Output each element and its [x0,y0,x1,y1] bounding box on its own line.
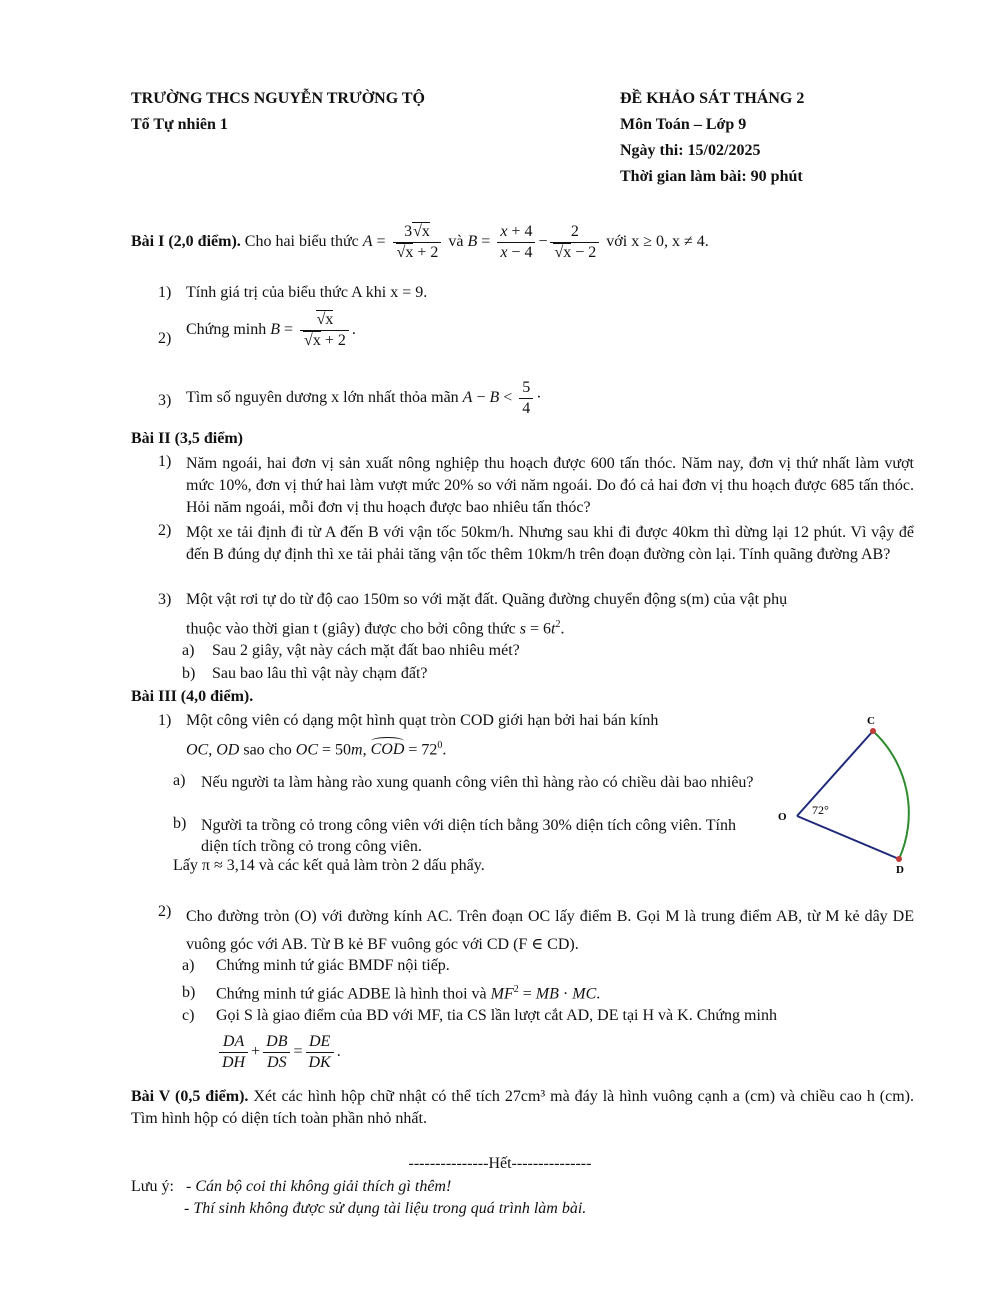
point-d [896,856,902,862]
label-d: D [896,864,904,876]
bai3-q1b: Người ta trồng cỏ trong công viên với diện tích bằng 30% diện tích công viên. Tính diện tích trồng cỏ trong công viên. [201,817,736,855]
frac-five-fourths: $\frac{5}{4}$ [519,378,533,419]
bai2-q1: Năm ngoái, hai đơn vị sản xuất nông nghiệp thu hoạch được 600 tấn thóc. Năm nay, đơn vị thứ nhất làm vượt mức 10%, đơn vị thứ hai làm vượt mức 20% so với năm ngoái. Do đó cả hai đơn vị thu hoạch được 685 tấn thóc. Hỏi năm ngoái, mỗi đơn vị thu hoạch được bao nhiêu tấn thóc? [186,455,914,516]
exam-duration: Thời gian làm bài: 90 phút [620,168,803,185]
label-c: C [867,715,875,727]
bai3-q2a: Chứng minh tứ giác BMDF nội tiếp. [216,957,450,974]
bai3-q1-line1: Một công viên có dạng một hình quạt tròn COD giới hạn bởi hai bán kính [186,712,659,729]
bai1-and: và [448,233,464,251]
ratio-formula: $\frac{DA}{DH}$ + $\frac{DB}{DS}$ = $\frac{DE}{DK}$ . [216,1032,341,1073]
bai3-title: Bài III (4,0 điểm). [131,688,254,705]
bai1-q1: Tính giá trị của biểu thức A khi x = 9. [186,284,428,301]
expr-b-part1: $\frac{x + 4}{x - 4}$ [497,222,535,263]
bai3-q2c: Gọi S là giao điểm của BD với MF, tia CS lần lượt cắt AD, DE tại H và K. Chứng minh [216,1007,777,1024]
bai3-q2b-text: Chứng minh tứ giác ADBE là hình thoi và [216,985,487,1003]
bai1-statement: Bài I (2,0 điểm). Cho hai biểu thức A = $\frac{3√x}{√x + 2}$ và B = $\frac{x + 4}{x - 4}$ − $\frac{2}{√x - 2}$ với x ≥ 0, x ≠ 4. [131,223,709,261]
exam-date: Ngày thi: 15/02/2025 [620,142,761,159]
expr-b-result: $\frac{√x}{√x + 2}$ [300,310,349,351]
sector-figure [770,710,920,880]
school-name: TRƯỜNG THCS NGUYỄN TRƯỜNG TỘ [131,90,425,107]
exam-page: TRƯỜNG THCS NGUYỄN TRƯỜNG TỘ Tổ Tự nhiên 1 ĐỀ KHẢO SÁT THÁNG 2 Môn Toán – Lớp 9 Ngày thi: 15/02/2025 Thời gian làm bài: 90 phút Bài I (2,0 điểm). Cho hai biểu thức A = $\frac{3√x}{√x + 2}$ và B = $\frac{x + 4}{x - 4}$ − $\frac{2}{√x - 2}$ với x ≥ 0, x ≠ 4. 1) Tính giá trị của biểu thức A khi x = 9. 2) Chứng minh B = $\frac{√x}{√x + 2}$ . 3) Tìm số nguyên dương x lớn nhất thỏa mãn A − B < $\frac{5}{4}$ · Bài II (3,5 điểm) 1) Năm ngoái, hai đơn vị sản xuất nông nghiệp thu hoạch được 600 tấn thóc. Năm nay, đơn vị thứ nhất làm vượt mức 10%, đơn vị thứ hai làm vượt mức 20% so với năm ngoái. Do đó cả hai đơn vị thu hoạch được 685 tấn thóc. Hỏi năm ngoái, mỗi đơn vị thu hoạch được bao nhiêu tấn thóc? 2) Một xe tải định đi từ A đến B với vận tốc 50km/h. Nhưng sau khi đi được 40km thì dừng lại 12 phút. Vì vậy để đến B đúng dự định thì xe tải phải tăng vận tốc thêm 10km/h trên đoạn đường còn lại. Tính quãng đường AB? 3) Một vật rơi tự do từ độ cao 150m so với mặt đất. Quãng đường chuyển động s(m) của vật phụ thuộc vào thời gian t (giây) được cho bởi công thức $s = 6t^2$. a) Sau 2 giây, vật này cách mặt đất bao nhiêu mét? b) Sau bao lâu thì vật này chạm đất? Bài III (4,0 điểm). 1) Một công viên có dạng một hình quạt tròn COD giới hạn bởi hai bán kính OC, OD sao cho OC = 50m, COD = $72^0$. a) Nếu người ta làm hàng rào xung quanh công viên thì hàng rào có chiều dài bao nhiêu? b) Người ta trồng cỏ trong công viên với diện tích bằng 30% diện tích công viên. Tính diện tích trồng cỏ trong công viên. Lấy π ≈ 3,14 và các kết quả làm tròn 2 dấu phẩy. C O D 72° 2) Cho đường tròn (O) với đường kính AC. Trên đoạn OC lấy điểm B. Gọi M là trung điểm AB, từ M kẻ dây DE vuông góc với AB. Từ B kẻ BF vuông góc với CD (F ∈ CD). a) Chứng minh tứ giác BMDF nội tiếp. b) Chứng minh tứ giác ADBE là hình thoi và $MF^2$ = MB · MC. c) Gọi S là giao điểm của BD với MF, tia CS lần lượt cắt AD, DE tại H và K. Chứng minh $\frac{DA}{DH}$ + $\frac{DB}{DS}$ = $\frac{DE}{DK}$ . Bài V (0,5 điểm). Xét các hình hộp chữ nhật có thể tích 27cm³ mà đáy là hình vuông cạnh a (cm) và chiều cao h (cm). Tìm hình hộp có diện tích toàn phần nhỏ nhất. ---------------Hết--------------- Lưu ý: - Cán bộ coi thi không giải thích gì thêm! - Thí sinh không được sử dụng tài liệu trong quá trình làm bài. [0,0,1000,1295]
point-c [870,728,876,734]
bai1-q3: Tìm số nguyên dương x lớn nhất thỏa mãn A − B < $\frac{5}{4}$ · [186,379,542,417]
bai2-q3a: Sau 2 giây, vật này cách mặt đất bao nhiêu mét? [212,642,520,659]
expr-b-part2: $\frac{2}{√x - 2}$ [550,222,599,263]
label-o: O [778,811,787,823]
arc-cd [873,731,909,859]
bai5-title: Bài V (0,5 điểm). [131,1088,249,1105]
bai2-q3b: Sau bao lâu thì vật này chạm đất? [212,665,428,682]
bai3-q1-line2-text: sao cho [243,741,292,759]
bai2-q3-line2: thuộc vào thời gian t (giây) được cho bởi công thức $s = 6t^2$. [186,619,565,638]
bai3-q2: Cho đường tròn (O) với đường kính AC. Trên đoạn OC lấy điểm B. Gọi M là trung điểm AB, từ M kẻ dây DE vuông góc với AB. Từ B kẻ BF vuông góc với CD (F ∈ CD). [186,908,914,953]
bai2-q3-line1: Một vật rơi tự do từ độ cao 150m so với mặt đất. Quãng đường chuyển động s(m) của vật phụ [186,591,788,608]
end-marker: ---------------Hết--------------- [408,1155,592,1172]
group-name: Tổ Tự nhiên 1 [131,116,228,133]
bai1-q2-text: Chứng minh [186,321,267,339]
bai2-title: Bài II (3,5 điểm) [131,430,243,447]
radius-oc [797,731,873,816]
bai1-condition: với x ≥ 0, x ≠ 4. [606,233,709,251]
exam-subject: Môn Toán – Lớp 9 [620,116,747,133]
bai1-q2: Chứng minh B = $\frac{√x}{√x + 2}$ . [186,311,356,349]
bai5-text: Xét các hình hộp chữ nhật có thể tích 27cm³ mà đáy là hình vuông cạnh a (cm) và chiều cao h (cm). Tìm hình hộp có diện tích toàn phần nhỏ nhất. [131,1088,915,1127]
bai2-q2: Một xe tải định đi từ A đến B với vận tốc 50km/h. Nhưng sau khi đi được 40km thì dừng lại 12 phút. Vì vậy để đến B đúng dự định thì xe tải phải tăng vận tốc thêm 10km/h trên đoạn đường còn lại. Tính quãng đường AB? [186,524,914,563]
bai3-q1a: Nếu người ta làm hàng rào xung quanh công viên thì hàng rào có chiều dài bao nhiêu? [201,774,754,791]
bai1-title: Bài I (2,0 điểm). [131,233,241,251]
label-angle: 72° [812,803,829,817]
bai1-q3-text: Tìm số nguyên dương x lớn nhất thỏa mãn [186,389,459,407]
bai2-q3-line2-text: thuộc vào thời gian t (giây) được cho bởi công thức [186,620,516,638]
bai3-q1-line2: OC, OD sao cho OC = 50m, COD = $72^0$. [186,740,447,759]
bai1-intro: Cho hai biểu thức [244,233,359,251]
bai3-q1-note: Lấy π ≈ 3,14 và các kết quả làm tròn 2 dấu phẩy. [173,857,485,874]
note-label: Lưu ý: [131,1178,174,1195]
exam-title: ĐỀ KHẢO SÁT THÁNG 2 [620,90,805,107]
radius-od [797,816,899,859]
note-2: - Thí sinh không được sử dụng tài liệu trong quá trình làm bài. [184,1200,587,1217]
expr-a: $\frac{3√x}{√x + 2}$ [393,222,442,263]
bai3-q2b: Chứng minh tứ giác ADBE là hình thoi và $MF^2$ = MB · MC. [216,984,601,1003]
bai5-statement [131,1086,914,1130]
note-1: - Cán bộ coi thi không giải thích gì thêm! [186,1178,452,1195]
